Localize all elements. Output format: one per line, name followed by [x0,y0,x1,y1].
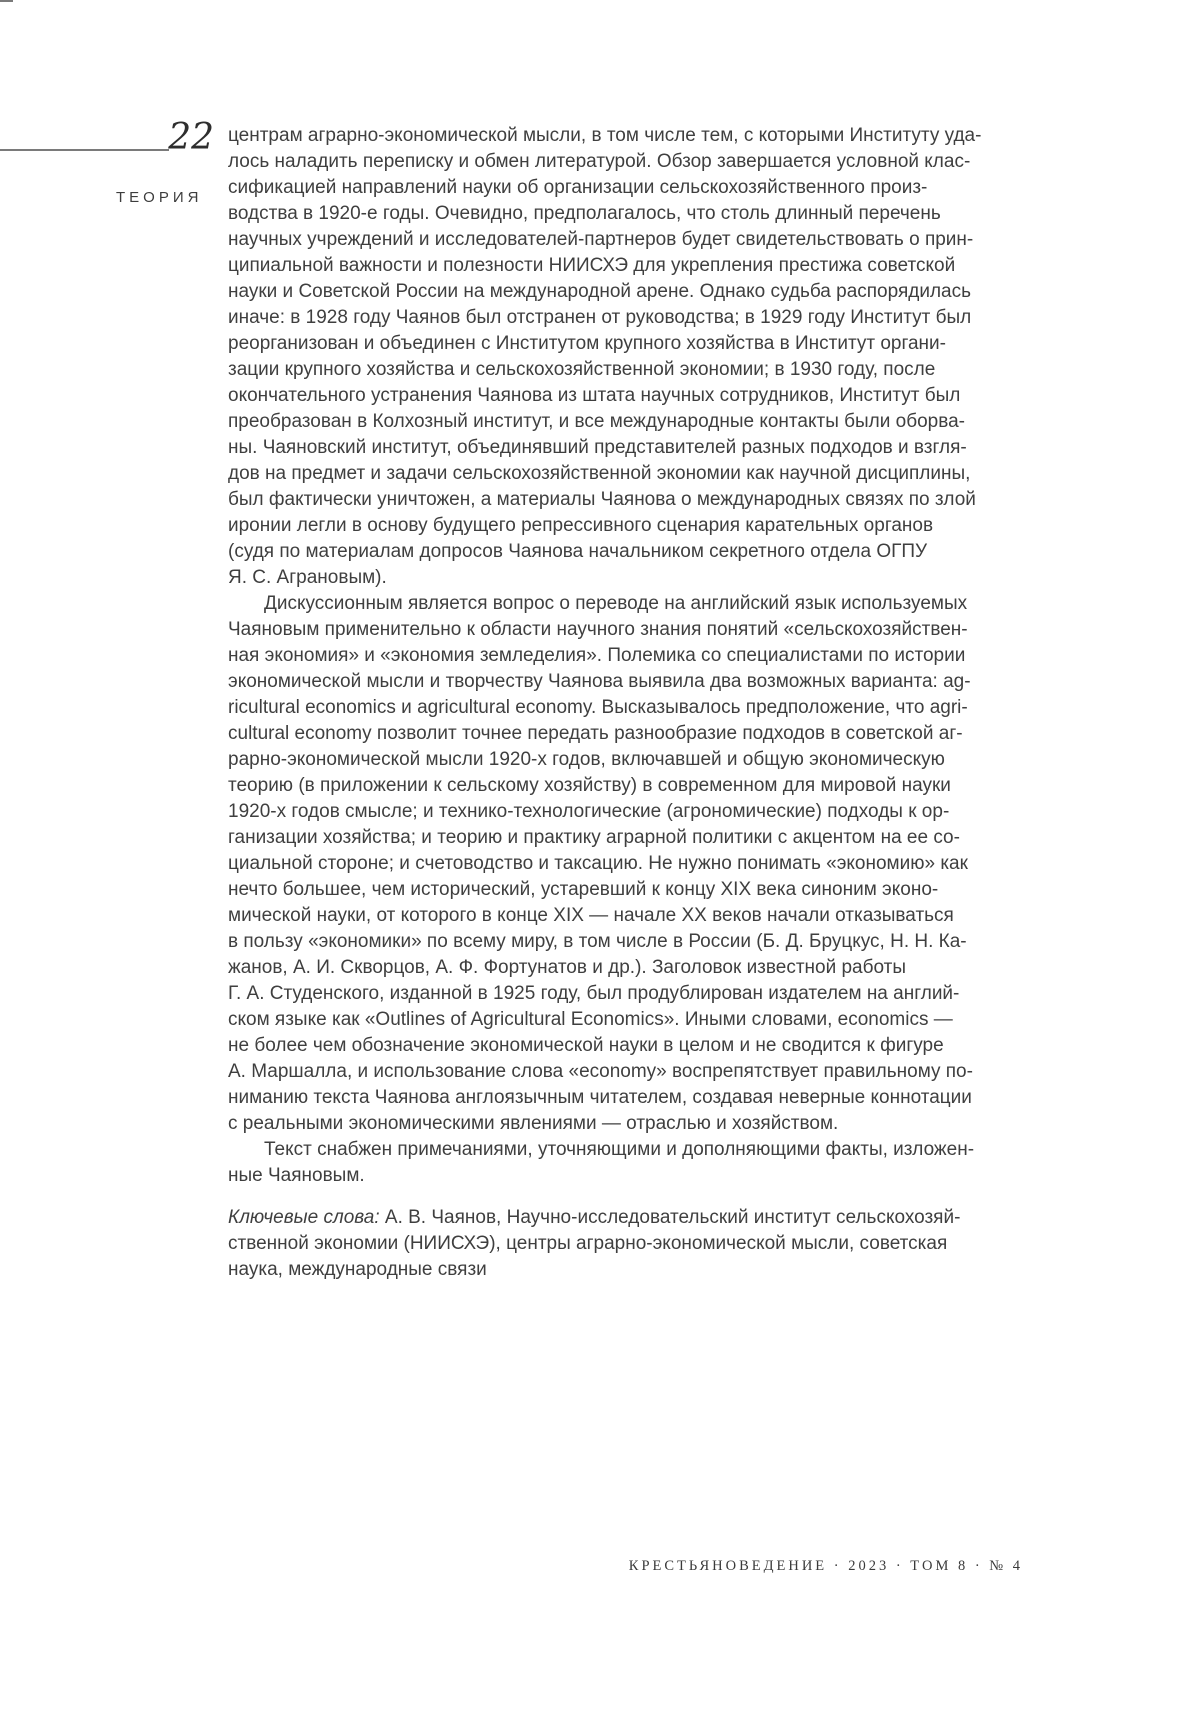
abstract-paragraph-1 [228,123,1028,591]
text-line: Чаяновым применительно к области научного знания понятий «сельскохозяйствен- [228,619,968,640]
text-line: Дискуссионным является вопрос о переводе на английский язык используемых [264,593,968,614]
text-line: рарно-экономической мысли 1920-х годов, включавшей и общую экономическую [228,749,945,770]
abstract-paragraph-3 [228,1137,1028,1189]
text-line: ципиальной важности и полезности НИИСХЭ для укрепления престижа советской [228,255,956,276]
text-line: ные Чаяновым. [228,1165,365,1186]
text-line: науки и Советской России на международной арене. Однако судьба распорядилась [228,281,972,302]
text-line: сификацией направлений науки об организации сельскохозяйственного произ- [228,177,928,198]
text-line: центрам аграрно-экономической мысли, в том числе тем, с которыми Институту уда- [228,125,982,146]
text-line: зации крупного хозяйства и сельскохозяйственной экономии; в 1930 году, после [228,359,936,380]
text-line: водства в 1920-е годы. Очевидно, предполагалось, что столь длинный перечень [228,203,941,224]
text-line: ны. Чаяновский институт, объединявший представителей разных подходов и взгля- [228,437,967,458]
keywords-first-line-text: А. В. Чаянов, Научно-исследовательский институт сельскохозяй- [379,1207,961,1228]
text-line: с реальными экономическими явлениями — отраслью и хозяйством. [228,1113,839,1134]
text-line: наука, международные связи [228,1259,487,1280]
keywords-block [228,1205,1028,1283]
abstract-paragraph-2 [228,591,1028,1137]
text-line: 1920-х годов смысле; и технико-технологические (агрономические) подходы к ор- [228,801,950,822]
text-line: окончательного устранения Чаянова из штата научных сотрудников, Институт был [228,385,961,406]
keywords-label: Ключевые слова: [228,1207,380,1228]
text-line: ственной экономии (НИИСХЭ), центры аграрно-экономической мысли, советская [228,1233,948,1254]
text-line: ная экономия» и «экономия земледелия». Полемика со специалистами по истории [228,645,966,666]
text-line: не более чем обозначение экономической науки в целом и не сводится к фигуре [228,1035,944,1056]
text-line: иронии легли в основу будущего репрессивного сценария карательных органов [228,515,934,536]
text-line: нечто большее, чем исторический, устаревший к концу XIX века синоним эконо- [228,879,939,900]
text-line: ганизации хозяйства; и теорию и практику аграрной политики с акцентом на ее со- [228,827,960,848]
text-line: в пользу «экономики» по всему миру, в том числе в России (Б. Д. Бруцкус, Н. Н. Ка- [228,931,967,952]
text-line: теорию (в приложении к сельскому хозяйству) в современном для мировой науки [228,775,951,796]
text-line: научных учреждений и исследователей-партнеров будет свидетельствовать о прин- [228,229,974,250]
text-line: А. Маршалла, и использование слова «economy» воспрепятствует правильному по- [228,1061,973,1082]
text-line: преобразован в Колхозный институт, и все международные контакты были оборва- [228,411,966,432]
text-line: cultural economy позволит точнее передать разнообразие подходов в советской аг- [228,723,963,744]
section-label-theory: ТЕОРИЯ [116,189,203,206]
text-line: циальной стороне; и счетоводство и таксацию. Не нужно понимать «экономию» как [228,853,968,874]
body-column [228,123,1028,1283]
text-line: был фактически уничтожен, а материалы Чаянова о международных связях по злой [228,489,976,510]
text-line: (судя по материалам допросов Чаянова начальником секретного отдела ОГПУ [228,541,928,562]
page-number-rule [0,149,169,151]
text-line: Текст снабжен примечаниями, уточняющими и дополняющими факты, изложен- [264,1139,975,1160]
text-line: жанов, А. И. Скворцов, А. Ф. Фортунатов и др.). Заголовок известной работы [228,957,907,978]
top-left-dash-rule [0,0,13,2]
text-line: реорганизован и объединен с Институтом крупного хозяйства в Институт органи- [228,333,946,354]
text-line: иначе: в 1928 году Чаянов был отстранен от руководства; в 1929 году Институт был [228,307,972,328]
page-number: 22 [168,117,214,158]
keywords-first-line [228,1205,1028,1231]
text-line: лось наладить переписку и обмен литературой. Обзор завершается условной клас- [228,151,971,172]
text-line: мической науки, от которого в конце XIX — начале XX веков начали отказываться [228,905,954,926]
journal-footer: КРЕСТЬЯНОВЕДЕНИЕ · 2023 · ТОМ 8 · № 4 [628,1558,1023,1574]
text-line: экономической мысли и творчеству Чаянова выявила два возможных варианта: ag- [228,671,971,692]
text-line: Г. А. Студенского, изданной в 1925 году, был продублирован издателем на англий- [228,983,960,1004]
text-line: ricultural economics и agricultural economy. Высказывалось предположение, что agri- [228,697,968,718]
text-line: дов на предмет и задачи сельскохозяйственной экономии как научной дисциплины, [228,463,971,484]
keywords-continuation [228,1231,1028,1283]
text-line: Я. С. Аграновым). [228,567,387,588]
text-line: ском языке как «Outlines of Agricultural Economics». Иными словами, economics — [228,1009,953,1030]
text-line: ниманию текста Чаянова англоязычным читателем, создавая неверные коннотации [228,1087,972,1108]
